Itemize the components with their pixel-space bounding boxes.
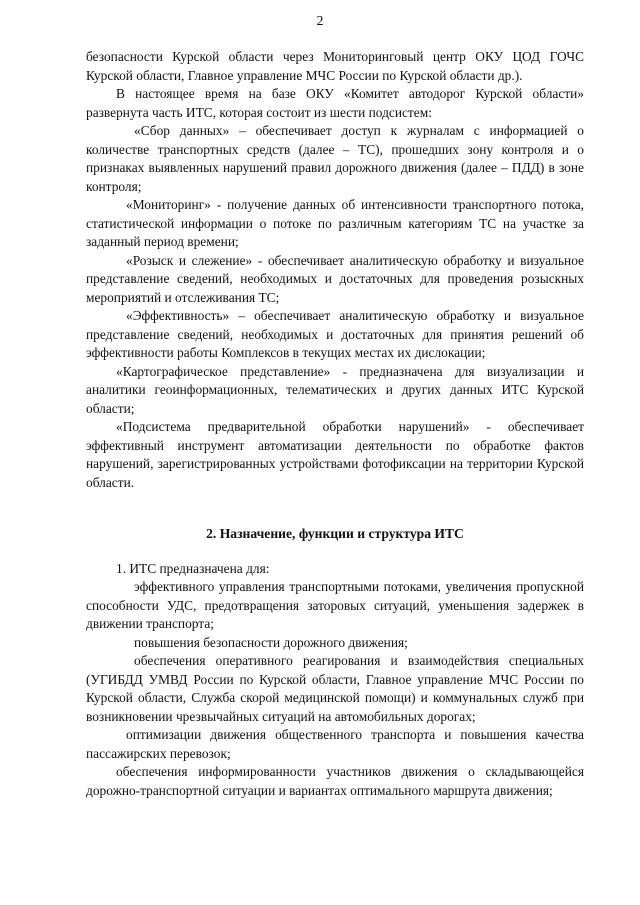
purpose-public-transport: оптимизации движения общественного транспорта и повышения качества пассажирских перевозок; xyxy=(86,727,584,761)
purpose-emergency-response: обеспечения оперативного реагирования и взаимодействия специальных (УГИБДД УМВД России по Курской области, Главное управление МЧС России по Курской области, Служба скорой медицинской помощи) и коммунальных служб при возникновении чрезвычайных ситуаций на автомобильных дорогах; xyxy=(86,653,584,724)
its-intro-paragraph: В настоящее время на базе ОКУ «Комитет автодорог Курской области» развернута часть ИТС, которая состоит из шести подсистем: xyxy=(86,86,584,120)
section-heading: 2. Назначение, функции и структура ИТС xyxy=(206,526,464,541)
subsystem-violations-processing: «Подсистема предварительной обработки нарушений» - обеспечивает эффективный инструмент автоматизации деятельности по обработке фактов нарушений, зарегистрированных устройствами фотофиксации на территории Курской области. xyxy=(86,419,584,490)
page-body xyxy=(86,48,584,800)
subsystem-data-collection: «Сбор данных» – обеспечивает доступ к журналам с информацией о количестве транспортных средств (далее – ТС), прошедших зону контроля и о признаках выявленных нарушений правил дорожного движения (далее – ПДД) в зоне контроля; xyxy=(86,123,584,194)
subsystem-monitoring: «Мониторинг» - получение данных об интенсивности транспортного потока, статистической информации о потоке по различным категориям ТС на участке за заданный период времени; xyxy=(86,197,584,249)
subsystem-search-tracking: «Розыск и слежение» - обеспечивает аналитическую обработку и визуальное представление сведений, необходимых и достаточных для проведения розыскных мероприятий и отслеживания ТС; xyxy=(86,252,584,305)
purpose-road-safety: повышения безопасности дорожного движения; xyxy=(134,634,408,650)
section-item-1: 1. ИТС предназначена для: xyxy=(116,560,270,576)
subsystem-efficiency: «Эффективность» – обеспечивает аналитическую обработку и визуальное представление сведений, необходимых и достаточных для принятия решений об эффективности работы Комплексов в текущих местах их дислокации; xyxy=(86,308,584,360)
purpose-driver-information: обеспечения информированности участников движения о складывающейся дорожно-транспортной ситуации и вариантах оптимального маршрута движения; xyxy=(86,764,584,798)
purpose-traffic-management: эффективного управления транспортными потоками, увеличения пропускной способности УДС, предотвращения заторовых ситуаций, уменьшения задержек в движении транспорта; xyxy=(86,579,584,631)
continuation-paragraph: безопасности Курской области через Мониторинговый центр ОКУ ЦОД ГОЧС Курской области, Главное управление МЧС России по Курской области др.). xyxy=(86,49,584,83)
page-number: 2 xyxy=(316,14,324,29)
subsystem-cartography: «Картографическое представление» - предназначена для визуализации и аналитики геоинформационных, телематических и других данных ИТС Курской области; xyxy=(86,363,584,416)
